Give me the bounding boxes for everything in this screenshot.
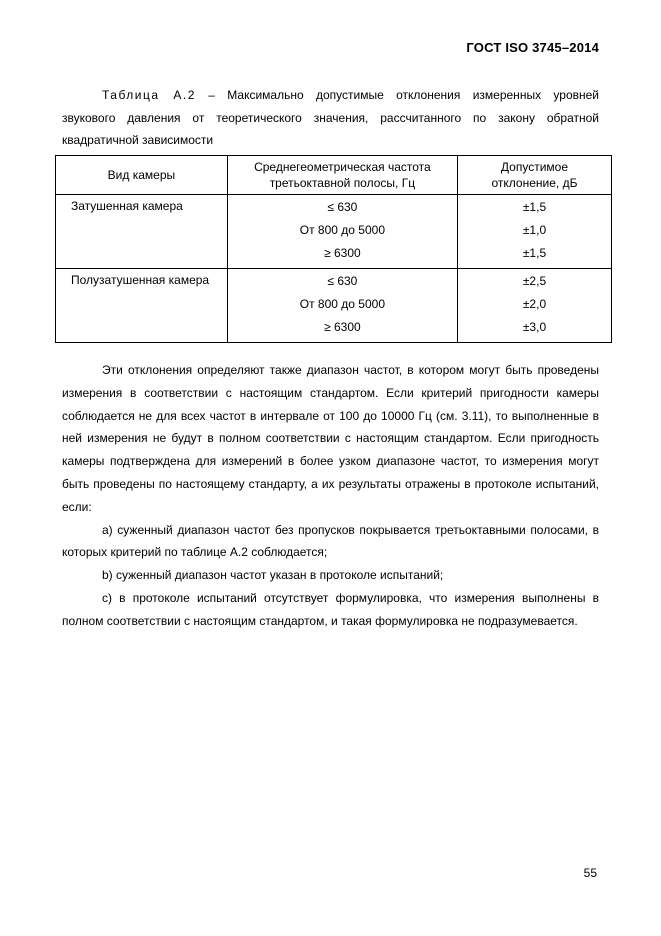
deviation-value: ±1,0 — [522, 223, 547, 237]
frequency-cell — [227, 269, 457, 343]
caption-line-2: звукового давления от теоретического значения, рассчитанного по закону обратной — [62, 110, 599, 125]
table-header-row — [56, 156, 612, 195]
deviation-cell — [457, 269, 611, 343]
deviation-value: ±2,0 — [522, 297, 547, 311]
list-item-a: а) суженный диапазон частот без пропусков покрывается третьоктавными полосами, в которых критерий по таблице А.2 соблюдается; — [62, 522, 599, 560]
deviation-table — [55, 155, 612, 343]
list-item-b: b) суженный диапазон частот указан в протоколе испытаний; — [102, 568, 444, 583]
body-text — [62, 359, 599, 633]
document-code: ГОСТ ISO 3745–2014 — [466, 40, 599, 55]
chamber-name: Затушенная камера — [56, 195, 228, 269]
frequency-value: От 800 до 5000 — [299, 297, 385, 311]
deviation-cell — [457, 195, 611, 269]
frequency-value: ≥ 6300 — [324, 246, 361, 260]
header-frequency: Среднегеометрическая частота третьоктавной полосы, Гц — [227, 156, 457, 195]
caption-line-1: Таблица А.2 – Максимально допустимые отклонения измеренных уровней — [102, 88, 600, 102]
list-item-c: с) в протоколе испытаний отсутствует формулировка, что измерения выполнены в полном соответствии с настоящим стандартом, и такая формулировка не подразумевается. — [62, 590, 599, 628]
caption-line-3: квадратичной зависимости — [62, 133, 214, 147]
frequency-value: ≥ 6300 — [324, 320, 361, 334]
table-row — [56, 195, 612, 269]
page-number: 55 — [583, 866, 597, 880]
table-row — [56, 269, 612, 343]
frequency-value: ≤ 630 — [327, 274, 358, 288]
deviation-value: ±2,5 — [522, 274, 547, 288]
chamber-name: Полузатушенная камера — [56, 269, 228, 343]
deviation-value: ±1,5 — [522, 246, 547, 260]
frequency-cell — [227, 195, 457, 269]
table-caption — [62, 84, 599, 152]
frequency-value: От 800 до 5000 — [299, 223, 385, 237]
header-chamber-type: Вид камеры — [56, 156, 228, 195]
frequency-value: ≤ 630 — [327, 200, 358, 214]
header-deviation: Допустимое отклонение, дБ — [457, 156, 611, 195]
deviation-value: ±3,0 — [522, 320, 547, 334]
deviation-value: ±1,5 — [522, 200, 547, 214]
paragraph-main: Эти отклонения определяют также диапазон частот, в котором могут быть проведены измерения в соответствии с настоящим стандартом. Если критерий пригодности камеры соблюдается не для всех частот в интервале от 100 до 10000 Гц (см. 3.11), то выполненные в ней измерения не будут в полном соответствии с настоящим стандартом. Если пригодность камеры подтверждена для измерений в более узком диапазоне частот, то измерения могут быть проведены по настоящему стандарту, а их результаты отражены в протоколе испытаний, если: — [62, 363, 599, 514]
caption-label: Таблица А.2 — [102, 88, 196, 102]
